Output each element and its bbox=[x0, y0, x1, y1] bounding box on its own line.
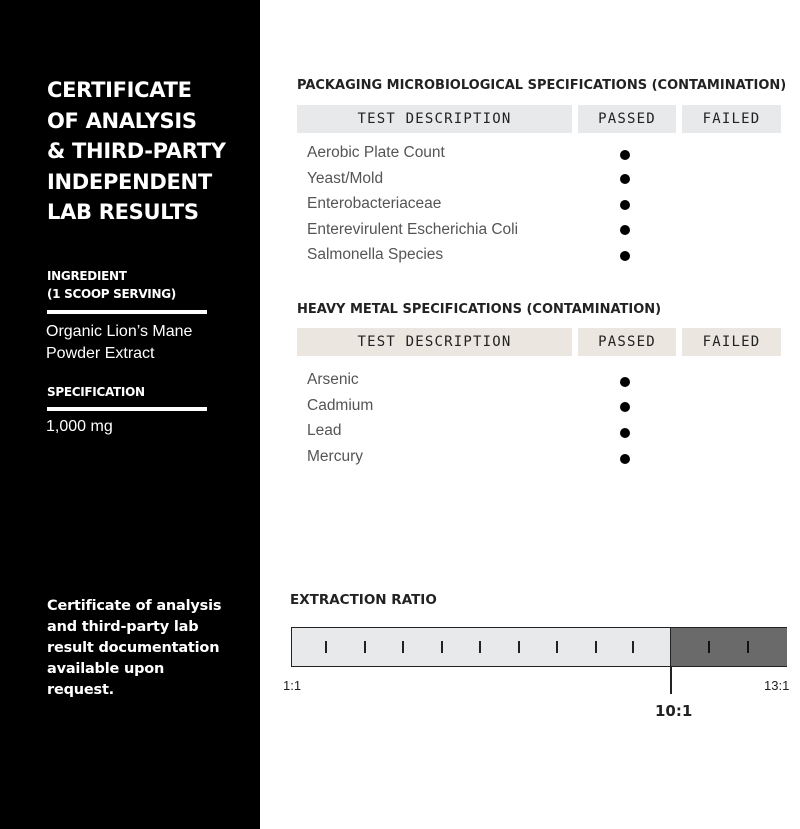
ingredient-value-line: Powder Extract bbox=[46, 345, 155, 362]
note-line: available upon bbox=[47, 661, 165, 677]
note-line: and third-party lab bbox=[47, 619, 199, 635]
sidebar bbox=[0, 0, 260, 829]
title-line: INDEPENDENT bbox=[47, 169, 212, 194]
ratio-value-label: 10:1 bbox=[655, 702, 693, 720]
passed-dot-icon bbox=[620, 200, 630, 210]
title-line: & THIRD-PARTY bbox=[47, 139, 226, 163]
scale-min-label: 1:1 bbox=[283, 678, 302, 693]
scale-tick bbox=[595, 641, 597, 653]
extraction-ratio-fill bbox=[291, 627, 671, 667]
table-row-label: Yeast/Mold bbox=[307, 170, 384, 187]
divider bbox=[47, 310, 207, 314]
microbiological-title: PACKAGING MICROBIOLOGICAL SPECIFICATIONS (CONTAMINATION) bbox=[297, 78, 787, 93]
ratio-marker bbox=[670, 667, 672, 694]
scale-tick bbox=[518, 641, 520, 653]
note-line: Certificate of analysis bbox=[47, 598, 222, 614]
ingredient-value bbox=[46, 321, 192, 365]
header-passed: PASSED bbox=[578, 328, 676, 356]
title-line: LAB RESULTS bbox=[47, 200, 199, 224]
passed-dot-icon bbox=[620, 377, 630, 387]
passed-dot-icon bbox=[620, 225, 630, 235]
ingredient-value-line: Organic Lion’s Mane bbox=[46, 323, 193, 340]
specification-label-text: SPECIFICATION bbox=[47, 385, 145, 399]
passed-dot-icon bbox=[620, 402, 630, 412]
certificate-title bbox=[47, 75, 247, 228]
specification-value-text: 1,000 mg bbox=[46, 418, 113, 435]
table-row-label: Arsenic bbox=[307, 371, 359, 388]
title-line: OF ANALYSIS bbox=[47, 108, 197, 133]
table-row-label: Lead bbox=[307, 422, 342, 439]
header-failed: FAILED bbox=[682, 328, 781, 356]
specification-label bbox=[47, 383, 145, 401]
specification-value bbox=[46, 416, 113, 438]
table-row-label: Cadmium bbox=[307, 397, 374, 414]
passed-dot-icon bbox=[620, 251, 630, 261]
extraction-ratio-title: EXTRACTION RATIO bbox=[290, 592, 437, 608]
header-failed: FAILED bbox=[682, 105, 781, 133]
ingredient-label-line: (1 SCOOP SERVING) bbox=[47, 287, 176, 301]
ingredient-label-line: INGREDIENT bbox=[47, 269, 127, 283]
passed-dot-icon bbox=[620, 454, 630, 464]
scale-tick bbox=[556, 641, 558, 653]
scale-tick bbox=[479, 641, 481, 653]
table-row-label: Salmonella Species bbox=[307, 246, 444, 263]
passed-dot-icon bbox=[620, 428, 630, 438]
scale-tick bbox=[402, 641, 404, 653]
note-line: result documentation bbox=[47, 640, 220, 656]
passed-dot-icon bbox=[620, 150, 630, 160]
documentation-note bbox=[47, 596, 247, 701]
header-passed: PASSED bbox=[578, 105, 676, 133]
ingredient-label bbox=[47, 267, 176, 303]
extraction-ratio-remainder bbox=[671, 627, 787, 667]
divider bbox=[47, 407, 207, 411]
table-row-label: Enterobacteriaceae bbox=[307, 195, 442, 212]
scale-tick bbox=[364, 641, 366, 653]
scale-tick bbox=[708, 641, 710, 653]
scale-tick bbox=[325, 641, 327, 653]
scale-max-label: 13:1 bbox=[764, 678, 790, 693]
scale-tick bbox=[441, 641, 443, 653]
heavy-metal-title: HEAVY METAL SPECIFICATIONS (CONTAMINATION) bbox=[297, 302, 662, 317]
table-row-label: Mercury bbox=[307, 448, 363, 465]
scale-tick bbox=[632, 641, 634, 653]
header-test-description: TEST DESCRIPTION bbox=[297, 328, 572, 356]
note-line: request. bbox=[47, 682, 114, 698]
title-line: CERTIFICATE bbox=[47, 78, 192, 102]
table-row-label: Aerobic Plate Count bbox=[307, 144, 445, 161]
scale-tick bbox=[747, 641, 749, 653]
passed-dot-icon bbox=[620, 174, 630, 184]
header-test-description: TEST DESCRIPTION bbox=[297, 105, 572, 133]
table-row-label: Enterevirulent Escherichia Coli bbox=[307, 221, 519, 238]
